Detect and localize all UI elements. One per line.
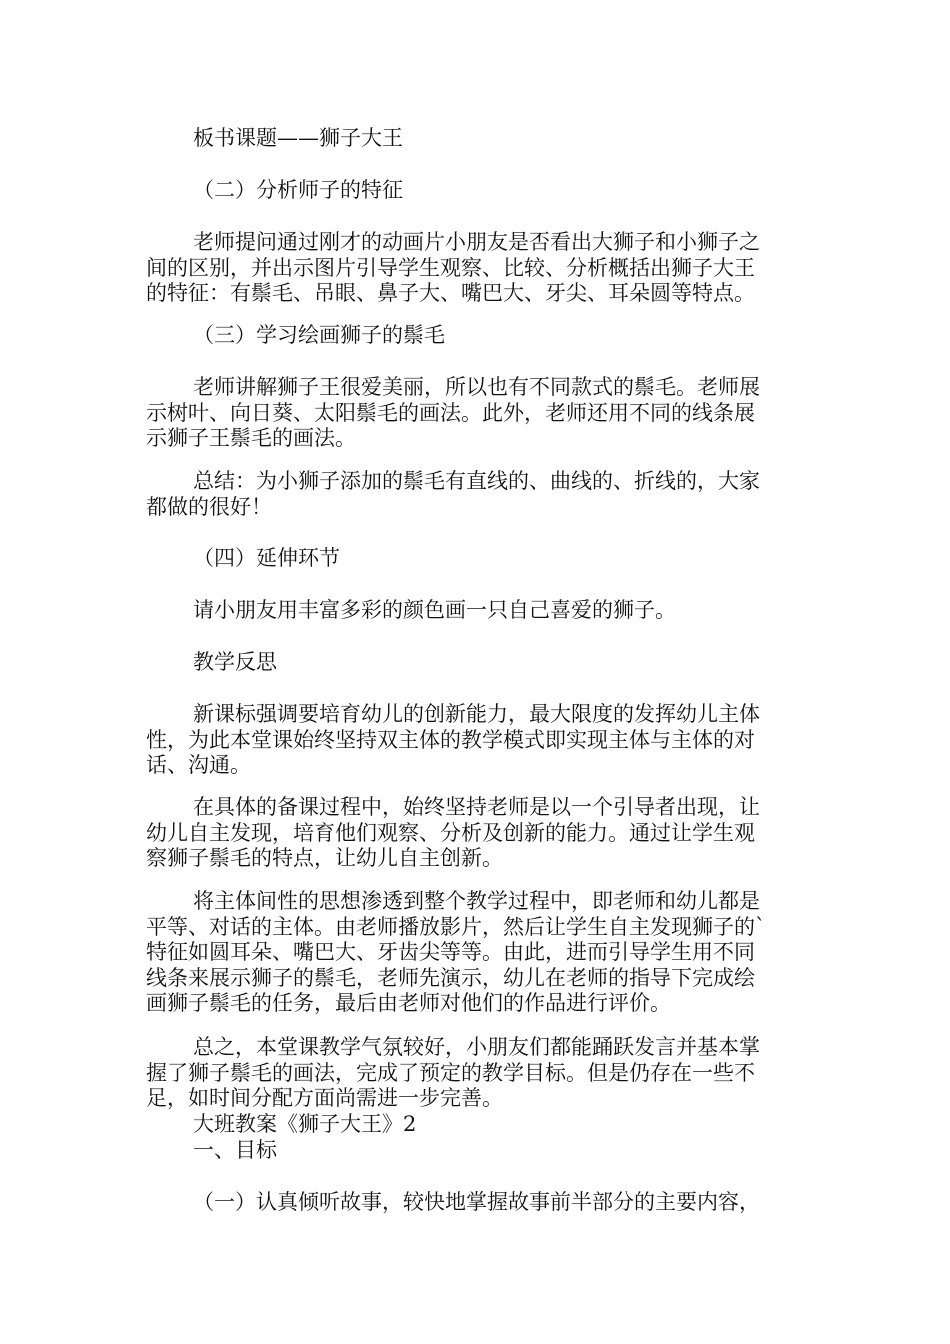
- text-line: 都做的很好！: [146, 494, 272, 519]
- text-line: 幼儿自主发现，培育他们观察、分析及创新的能力。通过让学生观: [146, 820, 755, 845]
- paragraph-analysis: [146, 230, 810, 307]
- text-line: 握了狮子鬃毛的画法，完成了预定的教学目标。但是仍存在一些不: [146, 1060, 755, 1085]
- text-line: 新课标强调要培育幼儿的创新能力，最大限度的发挥幼儿主体: [193, 702, 760, 726]
- text-line: 大班教案《狮子大王》2: [193, 1112, 417, 1136]
- text-line: （三）学习绘画狮子的鬃毛: [193, 323, 445, 347]
- section-heading-mane: [146, 323, 857, 349]
- text-line: 老师提问通过刚才的动画片小朋友是否看出大狮子和小狮子之: [193, 230, 760, 254]
- section-heading-extension: [146, 546, 857, 572]
- text-line: （一）认真倾听故事，较快地掌握故事前半部分的主要内容，: [193, 1190, 760, 1214]
- text-line: 示狮子王鬃毛的画法。: [146, 426, 356, 450]
- text-line: 性，为此本堂课始终坚持双主体的教学模式即实现主体与主体的对: [146, 727, 755, 752]
- text-line: 间的区别，并出示图片引导学生观察、比较、分析概括出狮子大王: [146, 255, 755, 280]
- text-line: 板书课题——狮子大王: [193, 126, 403, 150]
- paragraph-reflection-1: [146, 702, 810, 779]
- goal-item-1: [146, 1190, 857, 1216]
- paragraph-extension: [146, 598, 857, 624]
- text-line: （四）延伸环节: [193, 546, 340, 570]
- section-heading-analysis: [146, 178, 857, 204]
- goals-heading: [146, 1138, 857, 1164]
- board-title: [146, 126, 857, 152]
- text-line: 足，如时间分配方面尚需进一步完善。: [146, 1086, 503, 1110]
- paragraph-reflection-2: [146, 795, 810, 872]
- text-line: 的特征：有鬃毛、吊眼、鼻子大、嘴巴大、牙尖、耳朵圆等特点。: [146, 281, 755, 305]
- text-line: 画狮子鬃毛的任务，最后由老师对他们的作品进行评价。: [146, 991, 671, 1015]
- text-line: 教学反思: [193, 650, 277, 674]
- text-line: （二）分析师子的特征: [193, 178, 403, 202]
- text-line: 话、沟通。: [146, 753, 251, 777]
- paragraph-summary: [146, 469, 810, 520]
- reflection-heading: [146, 650, 857, 676]
- text-line: 平等、对话的主体。由老师播放影片，然后让学生自主发现狮子的`: [146, 914, 766, 939]
- text-line: 将主体间性的思想渗透到整个教学过程中，即老师和幼儿都是: [193, 889, 760, 913]
- text-line: 示树叶、向日葵、太阳鬃毛的画法。此外，老师还用不同的线条展: [146, 400, 755, 425]
- text-line: 一、目标: [193, 1138, 277, 1162]
- text-line: 在具体的备课过程中，始终坚持老师是以一个引导者出现，让: [193, 795, 760, 819]
- text-line: 请小朋友用丰富多彩的颜色画一只自己喜爱的狮子。: [193, 598, 676, 622]
- text-line: 老师讲解狮子王很爱美丽，所以也有不同款式的鬃毛。老师展: [193, 375, 760, 399]
- text-line: 线条来展示狮子的鬃毛，老师先演示，幼儿在老师的指导下完成绘: [146, 965, 755, 990]
- text-line: 总结：为小狮子添加的鬃毛有直线的、曲线的、折线的，大家: [193, 469, 760, 493]
- paragraph-mane: [146, 375, 810, 452]
- paragraph-reflection-3: [146, 889, 810, 1017]
- lesson-2-title: [146, 1112, 857, 1138]
- paragraph-conclusion: [146, 1035, 810, 1112]
- text-line: 特征如圆耳朵、嘴巴大、牙齿尖等等。由此，进而引导学生用不同: [146, 940, 755, 964]
- text-line: 总之，本堂课教学气氛较好，小朋友们都能踊跃发言并基本掌: [193, 1035, 760, 1059]
- text-line: 察狮子鬃毛的特点，让幼儿自主创新。: [146, 846, 503, 870]
